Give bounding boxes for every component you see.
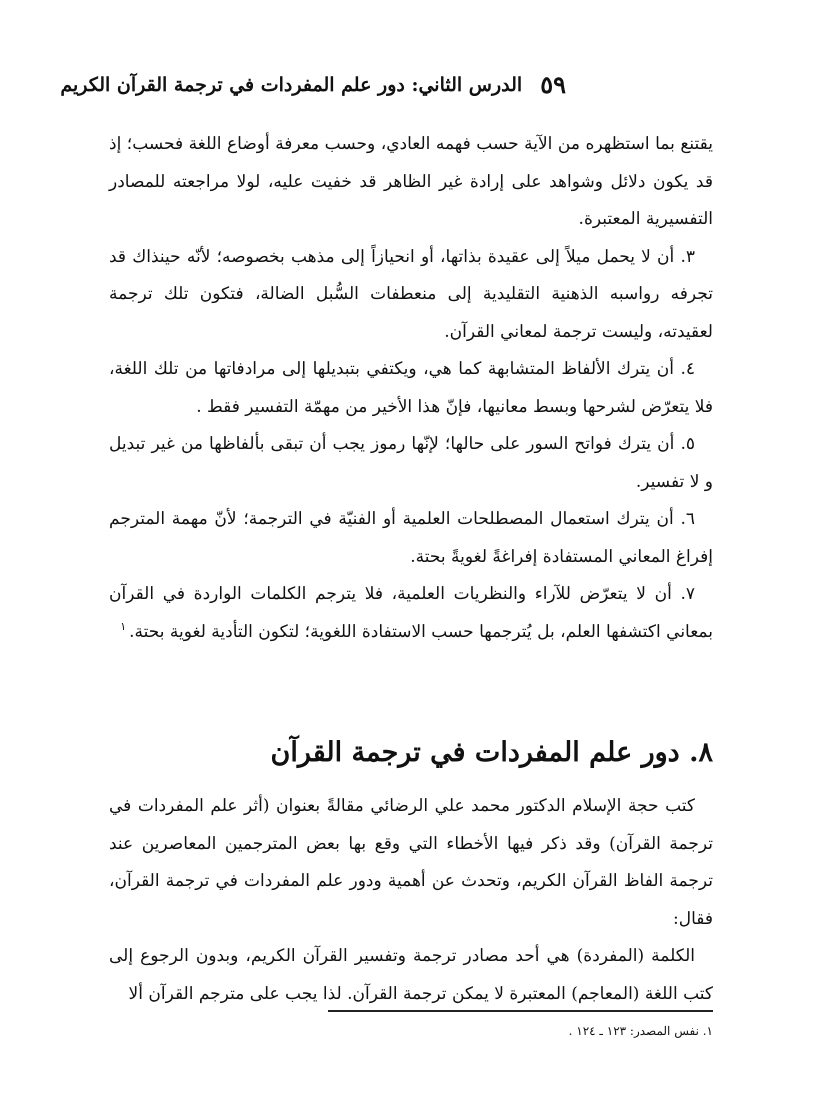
list-item-4 xyxy=(109,351,713,426)
paragraph-text: الكلمة (المفردة) هي أحد مصادر ترجمة وتفسير القرآن الكريم، وبدون الرجوع إلى كتب اللغة (المعاجم) المعتبرة لا يمكن ترجمة القرآن. لذا يجب على مترجم القرآن ألا xyxy=(109,946,713,1004)
body-text xyxy=(109,126,713,651)
footnote: ١. نفس المصدر: ١٢٣ ـ ١٢٤ . xyxy=(568,1024,713,1038)
paragraph-text: ٤. أن يترك الألفاظ المتشابهة كما هي، ويكتفي بتبديلها إلى مرادفاتها من تلك اللغة، فلا يتعرّض لشرحها وبسط معانيها، فإنّ هذا الأخير من مهمّة التفسير فقط . xyxy=(109,359,713,417)
section-heading: ٨. دور علم المفردات في ترجمة القرآن xyxy=(270,737,713,768)
section-paragraph xyxy=(109,938,713,1013)
list-item-5 xyxy=(109,426,713,501)
paragraph-text: يقتنع بما استظهره من الآية حسب فهمه العادي، وحسب معرفة أوضاع اللغة فحسب؛ إذ قد يكون دلائل وشواهد على إرادة غير الظاهر قد خفيت عليه، لولا مراجعته للمصادر التفسيرية المعتبرة. xyxy=(109,134,713,229)
paragraph-text: ٧. أن لا يتعرّض للآراء والنظريات العلمية، فلا يترجم الكلمات الواردة في القرآن بمعاني اكتشفها العلم، بل يُترجمها حسب الاستفادة اللغوية؛ لتكون التأدية لغوية بحتة. xyxy=(109,584,713,642)
list-item-3 xyxy=(109,239,713,352)
paragraph-text: ٦. أن يترك استعمال المصطلحات العلمية أو الفنيّة في الترجمة؛ لأنّ مهمة المترجم إفراغ المعاني المستفادة إفراغةً لغويةً بحتة. xyxy=(109,509,713,567)
section-body xyxy=(109,788,713,1013)
paragraph-text: كتب حجة الإسلام الدكتور محمد علي الرضائي مقالةً بعنوان (أثر علم المفردات في ترجمة القرآن) وقد ذكر فيها الأخطاء التي وقع بها بعض المترجمين المعاصرين عند ترجمة الفاظ القرآن الكريم، وتحدث عن أهمية ودور علم المفردات في ترجمة القرآن، فقال: xyxy=(109,796,713,929)
footnote-marker: ١ xyxy=(120,619,127,633)
paragraph-continuation xyxy=(109,126,713,239)
paragraph-text: ٥. أن يترك فواتح السور على حالها؛ لإنّها رموز يجب أن تبقى بألفاظها من غير تبديل و لا تفسير. xyxy=(109,434,713,492)
running-header xyxy=(60,70,566,99)
section-paragraph xyxy=(109,788,713,938)
page-number: ٥٩ xyxy=(540,70,566,99)
list-item-7 xyxy=(109,576,713,651)
footnote-divider xyxy=(328,1010,713,1012)
list-item-6 xyxy=(109,501,713,576)
running-title: الدرس الثاني: دور علم المفردات في ترجمة القرآن الكريم xyxy=(60,73,523,96)
paragraph-text: ٣. أن لا يحمل ميلاً إلى عقيدة بذاتها، أو انحيازاً إلى مذهب بخصوصه؛ لأنّه حينذاك قد تجرفه رواسبه الذهنية التقليدية إلى منعطفات السُّبل الضالة، فتكون تلك ترجمة لعقيدته، وليست ترجمة لمعاني القرآن. xyxy=(109,246,713,342)
